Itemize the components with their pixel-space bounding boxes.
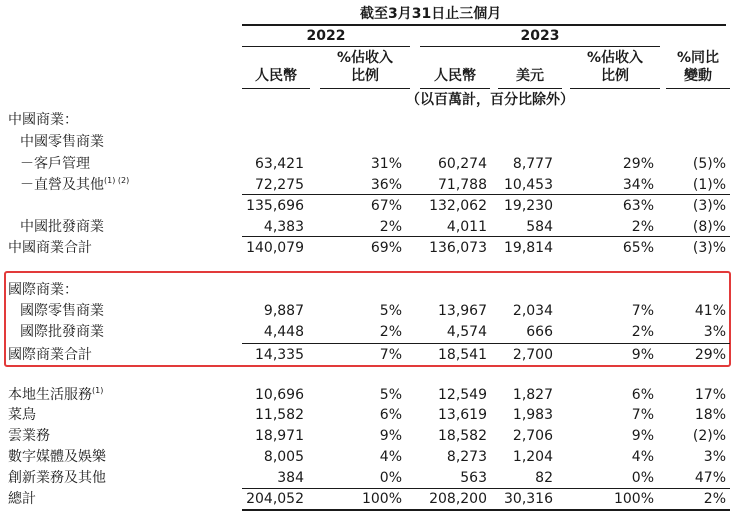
table-cell: 65%	[622, 240, 654, 256]
table-cell: 2%	[379, 219, 402, 235]
table-cell: 2,034	[512, 303, 553, 319]
table-cell: 63%	[622, 198, 654, 214]
table-cell: 18,541	[438, 347, 487, 363]
col-rule-6	[666, 88, 730, 89]
row-label	[8, 427, 50, 445]
table-cell: 100%	[361, 491, 402, 507]
table-cell: 8,273	[446, 449, 487, 465]
table-cell: 1,827	[512, 387, 553, 403]
subtotal-rule-1	[242, 194, 730, 195]
table-cell: 36%	[370, 177, 402, 193]
table-cell: 18,971	[255, 428, 304, 444]
col-rule-2	[320, 88, 410, 89]
row-label-text: 數字媒體及娛樂	[8, 449, 106, 465]
col-yoy-header-l2: 變動	[684, 68, 712, 84]
table-cell: 384	[277, 470, 304, 486]
col-rule-1	[242, 88, 310, 89]
table-cell: 2%	[379, 324, 402, 340]
col-rmb-2023-header: 人民幣	[434, 68, 476, 84]
year-2022-rule	[242, 46, 410, 47]
row-label-text: 中國批發商業	[20, 219, 104, 235]
row-label	[20, 133, 104, 151]
table-cell: (3)%	[692, 240, 726, 256]
table-cell: (5)%	[692, 156, 726, 172]
col-usd-2023-header: 美元	[516, 68, 544, 84]
table-cell: 2%	[631, 324, 654, 340]
table-cell: 34%	[622, 177, 654, 193]
table-cell: 0%	[631, 470, 654, 486]
table-cell: 8,777	[512, 156, 553, 172]
table-cell: 13,967	[438, 303, 487, 319]
table-cell: 7%	[631, 303, 654, 319]
col-rule-4	[498, 88, 562, 89]
table-cell: (3)%	[692, 198, 726, 214]
row-label	[20, 218, 104, 236]
table-cell: 14,335	[255, 347, 304, 363]
units-note: （以百萬計，百分比除外）	[406, 92, 574, 108]
row-label-text: 本地生活服務	[8, 387, 92, 403]
table-cell: 12,549	[438, 387, 487, 403]
table-cell: 4%	[379, 449, 402, 465]
table-cell: 2,706	[512, 428, 553, 444]
table-cell: (2)%	[692, 428, 726, 444]
table-cell: 136,073	[429, 240, 487, 256]
row-label-text: 中國商業合計	[8, 240, 92, 256]
row-label-text: －客戶管理	[20, 156, 90, 172]
row-label	[8, 281, 78, 299]
table-cell: 4,383	[263, 219, 304, 235]
international-highlight-box	[4, 271, 731, 367]
row-label	[8, 490, 36, 508]
row-label	[20, 323, 104, 341]
col-pct-2022-header-l2: 比例	[351, 68, 379, 84]
table-cell: 5%	[379, 387, 402, 403]
table-cell: 132,062	[429, 198, 487, 214]
table-cell: 3%	[703, 449, 726, 465]
table-cell: 135,696	[246, 198, 304, 214]
table-cell: 3%	[703, 324, 726, 340]
table-cell: (1)%	[692, 177, 726, 193]
table-cell: 666	[526, 324, 553, 340]
year-2022-header: 2022	[306, 28, 346, 44]
col-pct-2023-header-l2: 比例	[601, 68, 629, 84]
table-cell: 140,079	[246, 240, 304, 256]
table-cell: 1,204	[512, 449, 553, 465]
table-cell: 2%	[703, 491, 726, 507]
row-label-text: 國際批發商業	[20, 324, 104, 340]
table-cell: 4,574	[446, 324, 487, 340]
table-cell: 29%	[694, 347, 726, 363]
col-yoy-header-l1: %同比	[676, 50, 720, 66]
row-label	[20, 302, 104, 320]
table-cell: 19,230	[504, 198, 553, 214]
table-cell: 2%	[631, 219, 654, 235]
year-2023-rule	[420, 46, 660, 47]
table-cell: 67%	[370, 198, 402, 214]
total-rule-top	[242, 488, 730, 489]
table-cell: 4,011	[446, 219, 487, 235]
table-cell: 10,696	[255, 387, 304, 403]
table-cell: 17%	[694, 387, 726, 403]
row-label-text: 中國零售商業	[20, 134, 104, 150]
row-label-text: 雲業務	[8, 428, 50, 444]
period-rule	[242, 24, 726, 26]
table-cell: 72,275	[255, 177, 304, 193]
table-cell: 47%	[694, 470, 726, 486]
row-label-text: 總計	[8, 491, 36, 507]
table-cell: 82	[535, 470, 553, 486]
total-rule-bottom	[242, 509, 730, 511]
table-cell: 4%	[631, 449, 654, 465]
row-label-text: 中國商業：	[8, 112, 78, 128]
table-cell: 29%	[622, 156, 654, 172]
col-rmb-2022-header: 人民幣	[255, 68, 297, 84]
table-cell: 6%	[379, 407, 402, 423]
row-label-text: －直營及其他	[20, 177, 104, 193]
col-rule-5	[570, 88, 660, 89]
col-rule-3	[420, 88, 490, 89]
table-cell: 7%	[379, 347, 402, 363]
row-label	[8, 469, 106, 487]
subtotal-rule-2	[242, 236, 730, 237]
table-cell: 1,983	[512, 407, 553, 423]
table-cell: 63,421	[255, 156, 304, 172]
table-cell: 18%	[694, 407, 726, 423]
row-label	[20, 176, 129, 194]
table-cell: 584	[526, 219, 553, 235]
table-cell: 7%	[631, 407, 654, 423]
table-cell: 18,582	[438, 428, 487, 444]
row-label-text: 國際零售商業	[20, 303, 104, 319]
row-label	[8, 346, 92, 364]
row-label	[8, 406, 36, 424]
table-cell: 9,887	[263, 303, 304, 319]
table-cell: 41%	[694, 303, 726, 319]
table-cell: 563	[460, 470, 487, 486]
col-pct-2022-header-l1: %佔收入	[336, 50, 394, 66]
table-cell: 0%	[379, 470, 402, 486]
table-cell: 204,052	[246, 491, 304, 507]
table-cell: 11,582	[255, 407, 304, 423]
table-cell: 9%	[631, 428, 654, 444]
table-cell: 5%	[379, 303, 402, 319]
table-cell: 208,200	[429, 491, 487, 507]
row-label-text: 國際商業：	[8, 282, 78, 298]
table-cell: 9%	[379, 428, 402, 444]
table-cell: 69%	[370, 240, 402, 256]
row-label	[8, 386, 103, 404]
col-pct-2023-header-l1: %佔收入	[586, 50, 644, 66]
row-label-text: 國際商業合計	[8, 347, 92, 363]
table-cell: 4,448	[263, 324, 304, 340]
row-label-text: 菜鳥	[8, 407, 36, 423]
row-label	[8, 448, 106, 466]
table-cell: 60,274	[438, 156, 487, 172]
period-header: 截至3月31日止三個月	[360, 6, 502, 22]
table-cell: 10,453	[504, 177, 553, 193]
table-cell: 9%	[631, 347, 654, 363]
year-2023-header: 2023	[520, 28, 560, 44]
table-cell: 100%	[613, 491, 654, 507]
row-label	[8, 239, 92, 257]
table-cell: 71,788	[438, 177, 487, 193]
table-cell: 19,814	[504, 240, 553, 256]
row-label	[20, 155, 90, 173]
table-cell: 8,005	[263, 449, 304, 465]
row-label	[8, 111, 78, 129]
footnote-ref: (1)	[92, 386, 104, 395]
table-cell: 31%	[370, 156, 402, 172]
table-cell: 30,316	[504, 491, 553, 507]
table-cell: 2,700	[512, 347, 553, 363]
subtotal-rule-3	[242, 343, 730, 344]
table-cell: 6%	[631, 387, 654, 403]
row-label-text: 創新業務及其他	[8, 470, 106, 486]
footnote-ref: (1) (2)	[104, 176, 130, 185]
table-cell: 13,619	[438, 407, 487, 423]
table-cell: (8)%	[692, 219, 726, 235]
